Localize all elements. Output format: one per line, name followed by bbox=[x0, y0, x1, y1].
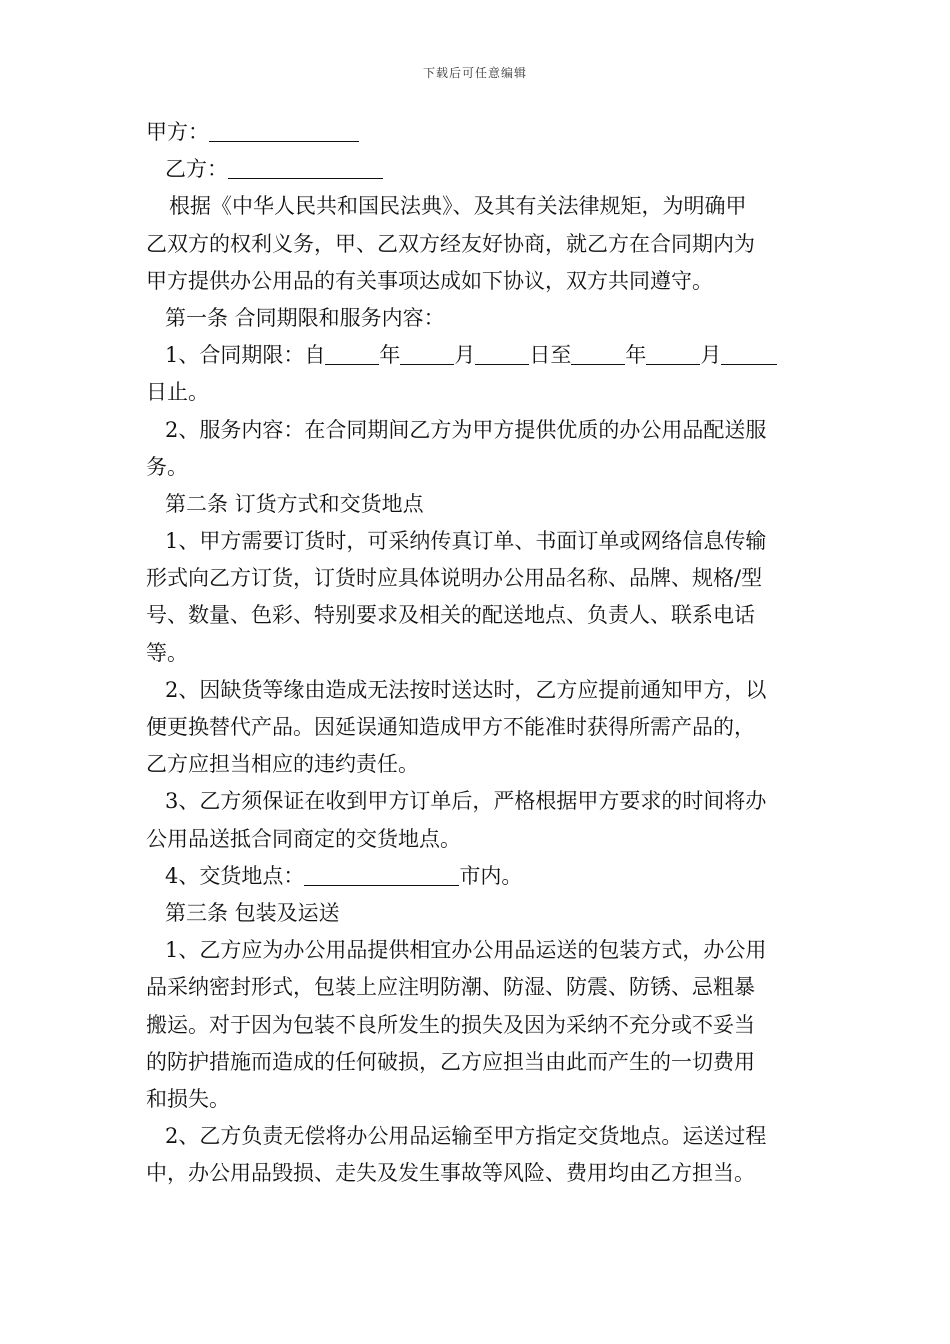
term-day1: 日至 bbox=[529, 343, 572, 368]
party-a-blank bbox=[209, 119, 359, 142]
page-header: 下载后可任意编辑 bbox=[422, 66, 527, 80]
party-b-blank bbox=[228, 156, 383, 179]
party-b-label: 乙方： bbox=[165, 157, 228, 182]
delivery-place-label: 4、交货地点： bbox=[165, 863, 305, 888]
preamble-line: 根据《中华人民共和国民法典》、及其有关法律规矩，为明确甲 bbox=[169, 194, 747, 219]
term-year1: 年 bbox=[379, 343, 401, 368]
delivery-place-suffix: 市内。 bbox=[459, 863, 523, 888]
article3-item2-line: 中，办公用品毁损、走失及发生事故等风险、费用均由乙方担当。 bbox=[146, 1161, 755, 1186]
article1-title: 第一条 合同期限和服务内容： bbox=[165, 305, 445, 330]
article3-item2-line: 2、乙方负责无偿将办公用品运输至甲方指定交货地点。运送过程 bbox=[165, 1124, 767, 1149]
article2-title: 第二条 订货方式和交货地点 bbox=[165, 491, 424, 516]
delivery-place-line bbox=[146, 858, 810, 895]
term-prefix: 1、合同期限：自 bbox=[165, 343, 326, 368]
party-a-label: 甲方： bbox=[146, 120, 209, 144]
term-end: 日止。 bbox=[146, 380, 209, 405]
term-blank bbox=[571, 342, 625, 365]
service-line: 务。 bbox=[146, 454, 188, 479]
article3-title: 第三条 包装及运送 bbox=[165, 900, 340, 925]
term-blank bbox=[646, 342, 700, 365]
article2-item1-line: 号、数量、色彩、特别要求及相关的配送地点、负责人、联系电话 bbox=[146, 603, 755, 628]
party-b-line bbox=[146, 151, 810, 188]
article3-item1-line: 品采纳密封形式，包装上应注明防潮、防湿、防震、防锈、忌粗暴 bbox=[146, 975, 755, 1000]
article2-item1-line: 形式向乙方订货，订货时应具体说明办公用品名称、品牌、规格/型 bbox=[146, 566, 763, 591]
term-year2: 年 bbox=[625, 343, 647, 368]
article2-item3-line: 公用品送抵合同商定的交货地点。 bbox=[146, 826, 461, 851]
article2-item2-line: 2、因缺货等缘由造成无法按时送达时，乙方应提前通知甲方，以 bbox=[165, 677, 767, 702]
article3-item1-line: 的防护措施而造成的任何破损，乙方应担当由此而产生的一切费用 bbox=[146, 1049, 755, 1074]
article2-item2-line: 乙方应担当相应的违约责任。 bbox=[146, 752, 419, 777]
article3-item1-line: 1、乙方应为办公用品提供相宜办公用品运送的包装方式，办公用 bbox=[165, 938, 767, 963]
article2-item2-line: 便更换替代产品。因延误通知造成甲方不能准时获得所需产品的， bbox=[146, 715, 755, 739]
term-month1: 月 bbox=[454, 343, 476, 368]
article3-item1-line: 搬运。对于因为包装不良所发生的损失及因为采纳不充分或不妥当 bbox=[146, 1012, 755, 1037]
delivery-place-blank bbox=[304, 863, 459, 886]
preamble-line: 甲方提供办公用品的有关事项达成如下协议，双方共同遵守。 bbox=[146, 268, 713, 293]
term-blank bbox=[400, 342, 454, 365]
term-blank bbox=[475, 342, 529, 365]
article2-item1-line: 1、甲方需要订货时，可采纳传真订单、书面订单或网络信息传输 bbox=[165, 529, 767, 554]
term-line bbox=[146, 337, 810, 374]
article2-item3-line: 3、乙方须保证在收到甲方订单后，严格根据甲方要求的时间将办 bbox=[165, 789, 767, 814]
term-blank bbox=[721, 342, 777, 365]
article3-item1-line: 和损失。 bbox=[146, 1086, 230, 1111]
service-line: 2、服务内容：在合同期间乙方为甲方提供优质的办公用品配送服 bbox=[165, 417, 767, 442]
article2-item1-line: 等。 bbox=[146, 640, 188, 665]
preamble-line: 乙双方的权利义务，甲、乙双方经友好协商，就乙方在合同期内为 bbox=[146, 231, 755, 256]
contract-body bbox=[146, 114, 810, 1192]
party-a-line bbox=[146, 114, 810, 151]
term-blank bbox=[325, 342, 379, 365]
term-month2: 月 bbox=[700, 343, 722, 368]
